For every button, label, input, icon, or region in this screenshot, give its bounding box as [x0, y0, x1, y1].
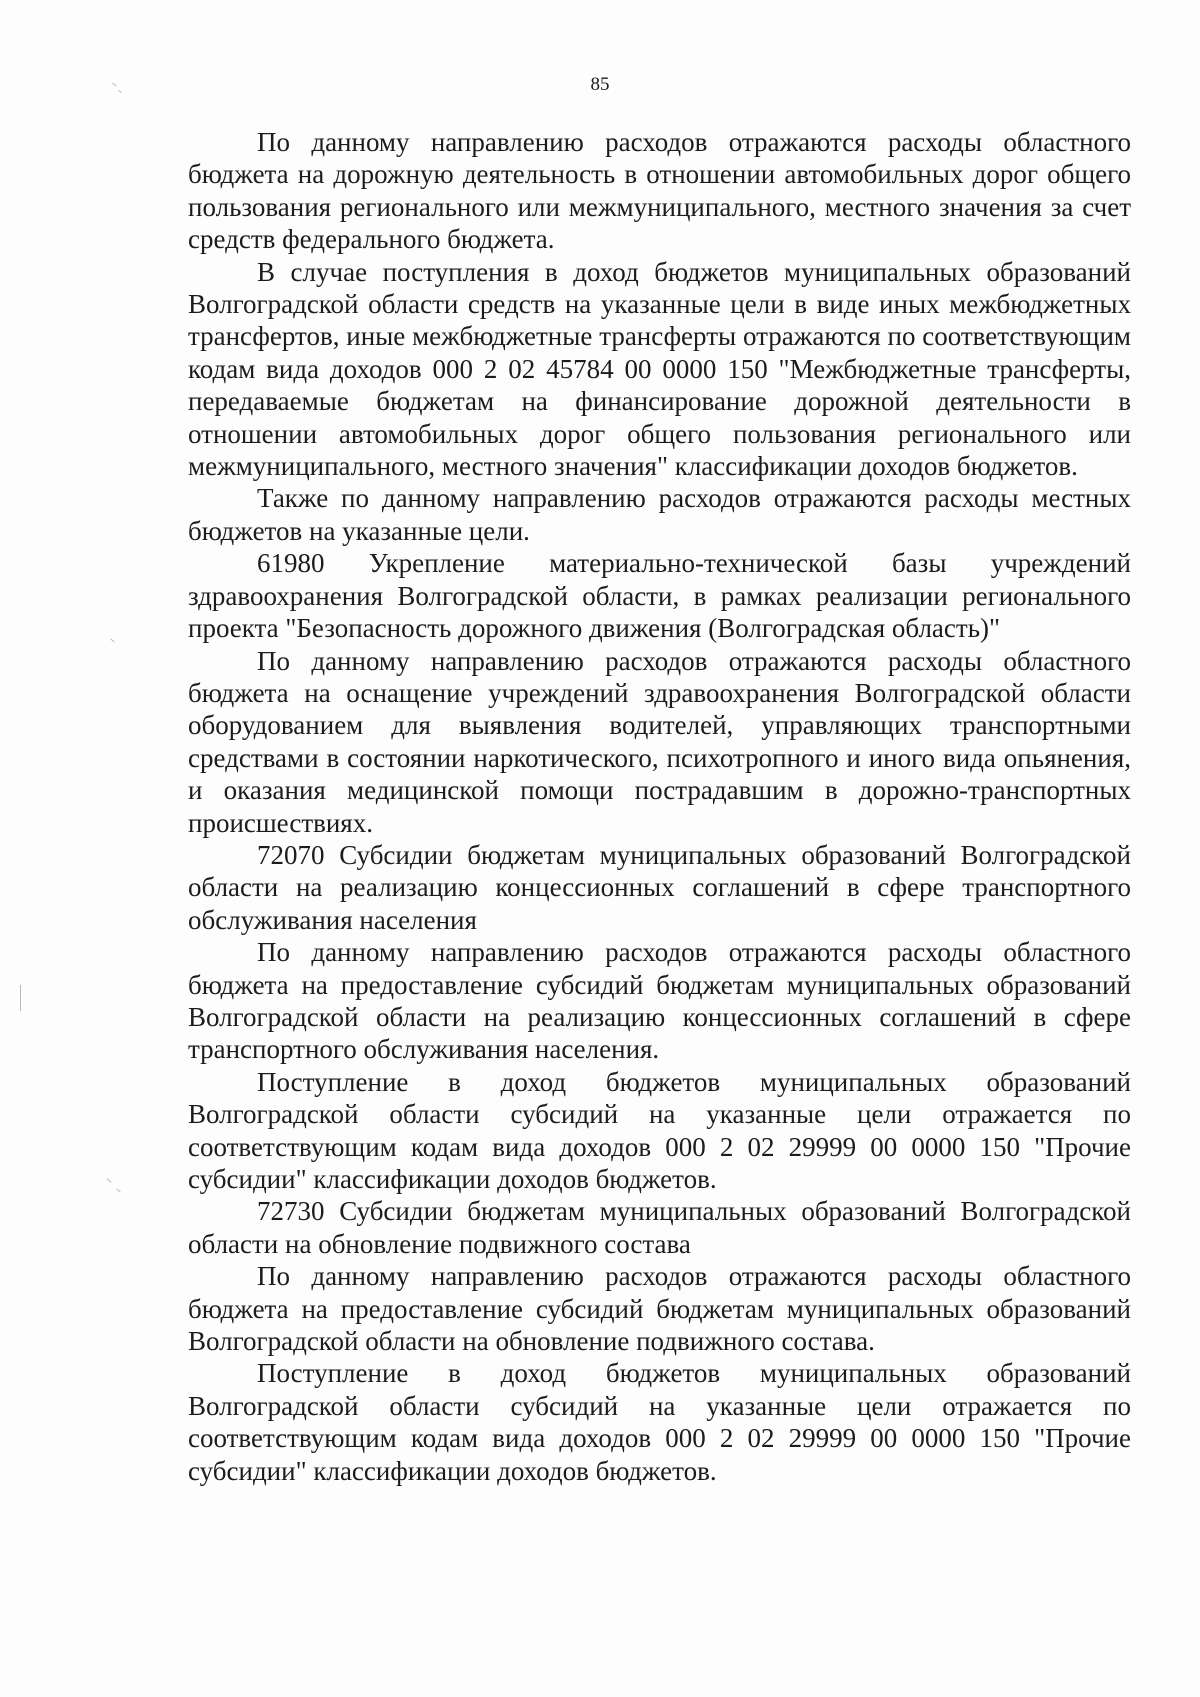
scan-artifact — [110, 639, 114, 643]
paragraph: По данному направлению расходов отражаются расходы областного бюджета на дорожную деятельность в отношении автомобильных дорог общего пользования регионального или межмуниципального, местного значения за счет средств федерального бюджета. — [188, 127, 1131, 255]
paragraph: В случае поступления в доход бюджетов муниципальных образований Волгоградской области средств на указанные цели в виде иных межбюджетных трансфертов, иные межбюджетные трансферты отражаются по соответствующим кодам вида доходов 000 2 02 45784 00 0000 150 "Межбюджетные трансферты, передаваемые бюджетам на финансирование дорожной деятельности в отношении автомобильных дорог общего пользования регионального или межмуниципального, местного значения" классификации доходов бюджетов. — [188, 256, 1131, 482]
scan-artifact — [106, 1178, 111, 1183]
document-body — [188, 126, 1131, 1487]
section-heading: 72070 Субсидии бюджетам муниципальных образований Волгоградской области на реализацию концессионных соглашений в сфере транспортного обслуживания населения — [188, 839, 1131, 935]
paragraph: По данному направлению расходов отражаются расходы областного бюджета на оснащение учреждений здравоохранения Волгоградской области оборудованием для выявления водителей, управляющих транспортными средствами в состоянии наркотического, психотропного и иного вида опьянения, и оказания медицинской помощи пострадавшим в дорожно-транспортных происшествиях. — [188, 645, 1131, 838]
paragraph: По данному направлению расходов отражаются расходы областного бюджета на предоставление субсидий бюджетам муниципальных образований Волгоградской области на обновление подвижного состава. — [188, 1261, 1131, 1357]
section-heading: 61980 Укрепление материально-технической базы учреждений здравоохранения Волгоградской области, в рамках реализации регионального проекта "Безопасность дорожного движения (Волгоградская область)" — [188, 548, 1131, 644]
paragraph: Поступление в доход бюджетов муниципальных образований Волгоградской области субсидий на указанные цели отражается по соответствующим кодам вида доходов 000 2 02 29999 00 0000 150 "Прочие субсидии" классификации доходов бюджетов. — [188, 1358, 1131, 1486]
scan-artifact — [116, 1189, 120, 1193]
paragraph: Поступление в доход бюджетов муниципальных образований Волгоградской области субсидий на указанные цели отражается по соответствующим кодам вида доходов 000 2 02 29999 00 0000 150 "Прочие субсидии" классификации доходов бюджетов. — [188, 1066, 1131, 1194]
paragraph: По данному направлению расходов отражаются расходы областного бюджета на предоставление субсидий бюджетам муниципальных образований Волгоградской области на реализацию концессионных соглашений в сфере транспортного обслуживания населения. — [188, 937, 1131, 1065]
page-number: 85 — [590, 74, 610, 95]
section-heading: 72730 Субсидии бюджетам муниципальных образований Волгоградской области на обновление подвижного состава — [188, 1196, 1131, 1259]
paragraph: Также по данному направлению расходов отражаются расходы местных бюджетов на указанные цели. — [188, 483, 1131, 546]
scan-artifact — [20, 985, 21, 1011]
